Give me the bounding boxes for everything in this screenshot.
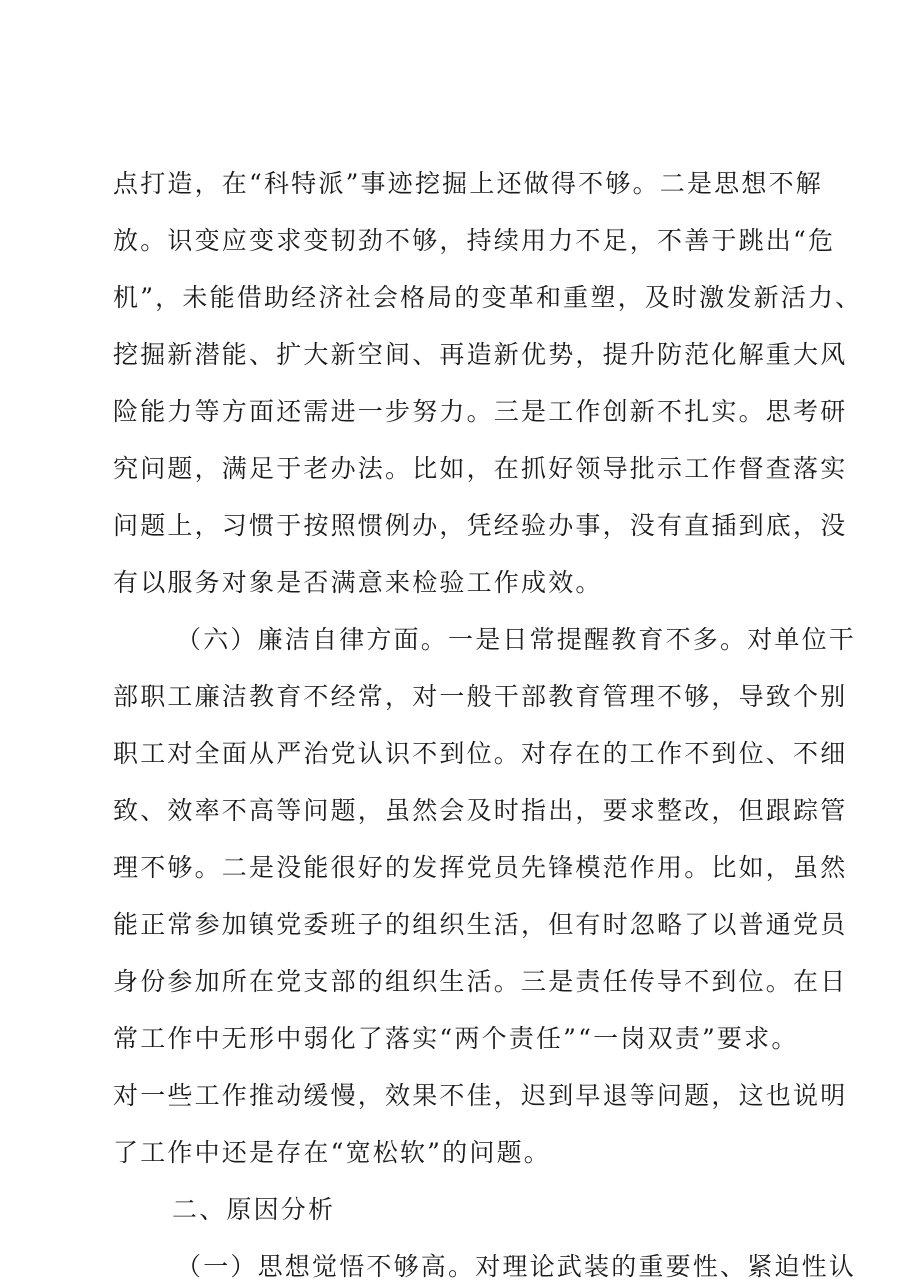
body-text-line: 究问题，满足于老办法。比如，在抓好领导批示工作督查落实	[113, 454, 848, 483]
body-text-line: 险能力等方面还需进一步努力。三是工作创新不扎实。思考研	[113, 397, 848, 426]
body-text-line: 常工作中无形中弱化了落实“两个责任”“一岗双责”要求。	[113, 1024, 799, 1053]
body-text-line: 问题上，习惯于按照惯例办，凭经验办事，没有直插到底，没	[113, 511, 848, 540]
body-text-line: 放。识变应变求变韧劲不够，持续用力不足，不善于跳出“危	[113, 226, 836, 255]
body-text-line: 部职工廉洁教育不经常，对一般干部教育管理不够，导致个别	[113, 682, 848, 711]
body-text-line: 能正常参加镇党委班子的组织生活，但有时忽略了以普通党员	[113, 910, 848, 939]
body-text-line: 职工对全面从严治党认识不到位。对存在的工作不到位、不细	[113, 739, 848, 768]
subsection-paragraph-start: （一）思想觉悟不够高。对理论武装的重要性、紧迫性认	[176, 1252, 857, 1281]
section-paragraph-start: （六）廉洁自律方面。一是日常提醒教育不多。对单位干	[176, 625, 857, 654]
section-heading: 二、原因分析	[172, 1195, 336, 1224]
body-text-line: 机”，未能借助经济社会格局的变革和重塑，及时激发新活力、	[113, 283, 863, 312]
body-text-line: 致、效率不高等问题，虽然会及时指出，要求整改，但跟踪管	[113, 796, 848, 825]
body-text-line: 了工作中还是存在“宽松软”的问题。	[113, 1138, 551, 1167]
body-text-line: 有以服务对象是否满意来检验工作成效。	[113, 568, 603, 597]
body-text-line: 对一些工作推动缓慢，效果不佳，迟到早退等问题，这也说明	[113, 1081, 848, 1110]
body-text-line: 挖掘新潜能、扩大新空间、再造新优势，提升防范化解重大风	[113, 340, 848, 369]
body-text-line: 点打造，在“科特派”事迹挖掘上还做得不够。二是思想不解	[113, 169, 823, 198]
body-text-line: 理不够。二是没能很好的发挥党员先锋模范作用。比如，虽然	[113, 853, 848, 882]
body-text-line: 身份参加所在党支部的组织生活。三是责任传导不到位。在日	[113, 967, 848, 996]
